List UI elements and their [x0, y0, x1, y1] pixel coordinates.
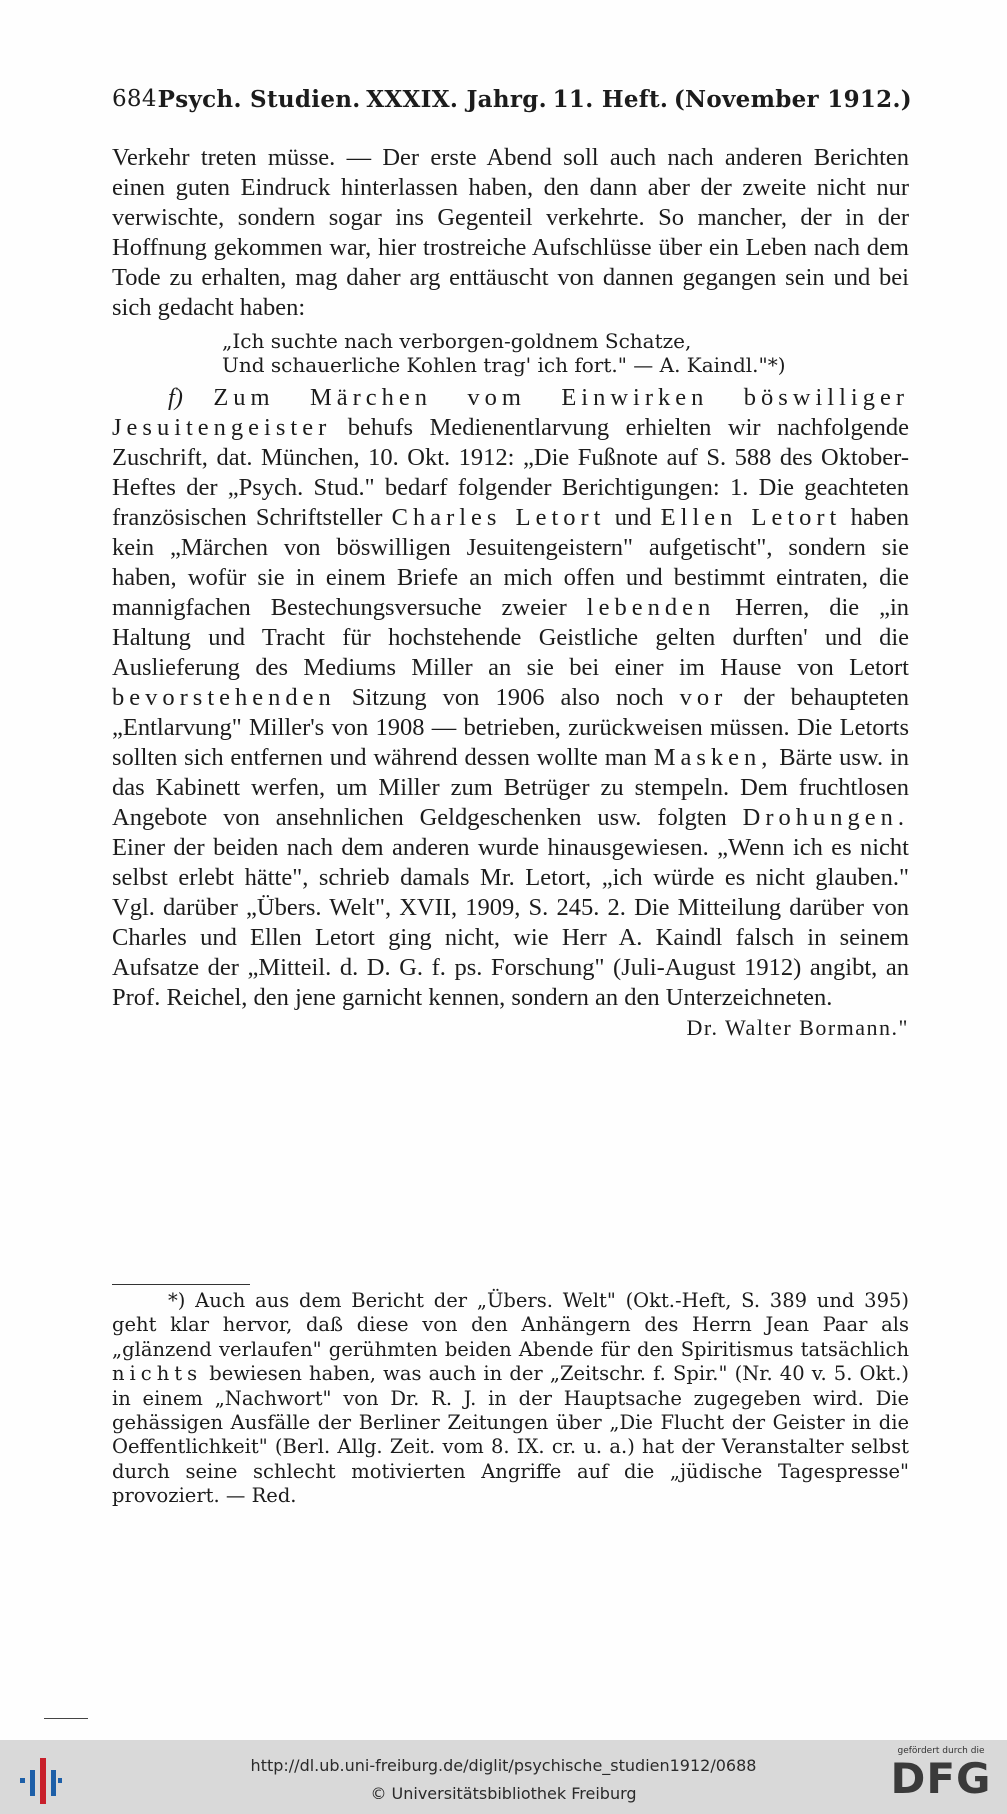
paragraph-1: Verkehr treten müsse. — Der erste Abend soll auch nach anderen Berichten einen guten Eindruck hinterlassen haben, den dann aber der zweite nicht nur verwischte, sondern sogar ins Gegenteil verkehrte. So mancher, der in der Hoffnung gekommen war, hier trostreiche Aufschlüsse über ein Leben nach dem Tode zu erhalten, mag daher arg enttäuscht von dannen gegangen sein und bei sich gedacht haben: [112, 144, 909, 321]
text-run: Sitzung von 1906 also noch [351, 684, 664, 711]
issue-label: 11. Heft. [552, 86, 669, 113]
emphasized-word: vor [679, 684, 728, 711]
document-url-link[interactable]: http://dl.ub.uni-freiburg.de/diglit/psychische_studien1912/0688 [250, 1756, 757, 1775]
emphasized-word: bevorstehenden [112, 684, 336, 711]
footnote-text [112, 1289, 909, 1509]
footnote-divider [112, 1284, 250, 1285]
text-run: bewiesen haben, was auch in der „Zeitschr. f. Spir." (Nr. 40 v. 5. Okt.) in einem „Nachwort" von Dr. R. J. in der Hauptsache zugegeben wird. Die gehässigen Ausfälle der Berliner Zeitungen über „Die Flucht der Geister in die Oeffentlichkeit" (Berl. Allg. Zeit. vom 8. IX. cr. u. a.) hat der Veranstalter selbst durch seine schlecht motivierten Angriffe auf die „jüdische Tagespresse" provoziert. — Red. [112, 1362, 909, 1508]
emphasized-word: nichts [112, 1362, 203, 1386]
text-run: *) Auch aus dem Bericht der „Übers. Welt" (Okt.-Heft, S. 389 und 395) geht klar hervor, daß diese von den Anhängern des Herrn Jean Paar als „glänzend verlaufen" gerühmten beiden Abende für den Spiritismus tatsächlich [112, 1289, 909, 1361]
section-lead: Zum Märchen vom Einwirken böswilliger Jesuitengeister [112, 384, 909, 441]
text-run: haben kein „Märchen von böswilligen Jesuitengeistern" aufgetischt", sondern sie haben, wofür sie in einem Briefe an mich offen und bestimmt eintraten, die mannigfachen Bestechungsversuche zweier [112, 504, 910, 621]
emphasized-word: Masken, [653, 744, 773, 771]
text-run: Einer der beiden nach dem anderen wurde hinausgewiesen. „Wenn ich es nicht selbst erlebt hätte", schrieb damals Mr. Letort, „ich würde es nicht glauben." Vgl. darüber „Übers. Welt", XVII, 1909, S. 245. 2. Die Mitteilung darüber von Charles und Ellen Letort ging nicht, wie Herr A. Kaindl falsch in seinem Aufsatze der „Mitteil. d. D. G. f. ps. Forschung" (Juli-August 1912) angibt, an Prof. Reichel, den jene garnicht kennen, sondern an den Unterzeichneten. [112, 834, 909, 1011]
quoted-verse [222, 329, 909, 377]
paragraph-2 [112, 383, 910, 1040]
text-run: Bärte usw. in das Kabinett werfen, um Miller zum Betrüger zu stempeln. Dem fruchtlosen Angebote von ansehnlichen Geldgeschenken usw. folgten [112, 744, 910, 831]
dfg-funding-note: gefördert durch die [897, 1746, 985, 1756]
text-run: der behaupteten „Entlarvung" Miller's von 1908 — betrieben, zurückweisen müssen. Die Letorts sollten sich entfernen und während dessen wollte man [112, 684, 909, 771]
text-run: Herren, die „in Haltung und Tracht für hochstehende Geistliche gelten durften' und die Auslieferung des Mediums Miller an sie bei einer im Hause von Letort [112, 594, 910, 681]
main-text [112, 143, 909, 1043]
verse-line-2: Und schauerliche Kohlen trag' ich fort." — A. Kaindl."*) [222, 353, 786, 377]
issue-date: (November 1912.) [673, 86, 912, 113]
volume-label: XXXIX. Jahrg. [366, 86, 547, 113]
copyright-notice: © Universitätsbibliothek Freiburg [370, 1784, 637, 1803]
section-marker: f) [168, 384, 183, 411]
emphasized-name: Charles Letort [391, 504, 606, 531]
emphasized-word: Drohungen. [742, 804, 909, 831]
text-run: und [614, 504, 652, 531]
emphasized-name: Ellen Letort [660, 504, 842, 531]
viewer-footer-bar [0, 1740, 1007, 1814]
page-header [112, 86, 912, 113]
emphasized-word: lebenden [586, 594, 716, 621]
dfg-logo[interactable] [887, 1746, 995, 1802]
text-run: behufs Medienentlarvung erhielten wir nachfolgende Zuschrift, dat. München, 10. Okt. 1912: „Die Fußnote auf S. 588 des Oktober-Heftes der „Psych. Stud." bedarf folgender Berichtigungen: 1. Die geachteten französischen Schriftsteller [112, 414, 909, 531]
signature: Dr. Walter Bormann." [686, 1015, 909, 1040]
verse-line-1: „Ich suchte nach verborgen-goldnem Schatze, [222, 329, 692, 353]
journal-title: Psych. Studien. [157, 86, 361, 113]
footnote [112, 1289, 909, 1509]
dfg-wordmark: DFG [890, 1754, 992, 1803]
scan-edge-mark [44, 1718, 88, 1719]
page-number: 684 [112, 86, 157, 112]
